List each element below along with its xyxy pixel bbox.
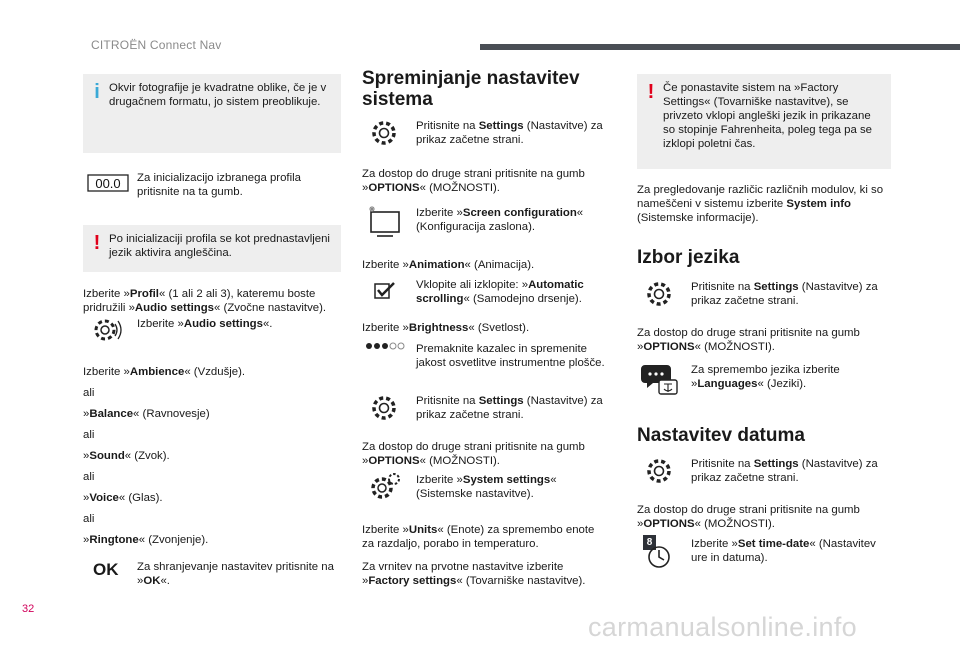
watermark: carmanualsonline.info [588,612,857,642]
page-number: 32 [22,603,35,615]
section-title-system: Spreminjanje nastavitev sistema [362,68,580,110]
column-3: ! Če ponastavite sistem na »Factory Settings« (Tovarniške nastavitve), se privzeto vklopi angleški jezik in prikazane so stopinje Fahrenheita, poleg tega pa se izklopi poletni čas. Za pregledovanje različic različnih modulov, ki so nameščeni v sistemu izberite System info (Sistemske informacije). Izbor jezika Pritisnite na Settings (Nastavitve) za prikaz začetne strani. Za dostop do druge strani pritisnite na gumb »OPTIONS« (MOŽNOSTI). Za spremembo jezika izberite »Languages« (Jeziki). Nastavitev datuma Pritisnite na Settings (Nastavitve) za prikaz začetne strani. Za dostop do druge strani pritisnite na gumb »OPTIONS« (MOŽNOSTI). 8 Izberite »Set time-date« (Nastavitev ure in datuma). [637,74,891,577]
system-settings-icon [362,471,410,503]
profile-paragraph: Izberite »Profil« (1 ali 2 ali 3), kateremu boste pridružili »Audio settings« (Zvočne nastavitve). [83,288,327,314]
audio-settings-row: Izberite »Audio settings«. [83,317,341,357]
header-title: CITROËN Connect Nav [91,38,222,52]
settings-row-4: Pritisnite na Settings (Nastavitve) za prikaz začetne strani. [637,457,891,491]
settings-row-1: Pritisnite na Settings (Nastavitve) za prikaz začetne strani. [362,119,607,153]
settings-row-3: Pritisnite na Settings (Nastavitve) za prikaz začetne strani. [637,280,891,314]
column-1: i Okvir fotografije je kvadratne oblike, če je v drugačnem formatu, jo sistem preoblikuje. 00.0 Za inicializacijo izbranega profila pritisnite na ta gumb. ! Po inicializaciji profila se kot prednastavljeni jezik aktivira angleščina. Izberite »Profil« (1 ali 2 ali 3), kateremu boste pridružili »Audio settings« (Zvočne nastavitve). Izberite »Audio settings«. Izberite »Ambience« (Vzdušje). ali »Balance« (Ravnovesje) ali »Sound« (Zvok). ali »Voice« (Glas). ali »Ringtone« (Zvonjenje). OK Za shranjevanje nastavitev pritisnite na »OK«. [83,74,341,590]
languages-row: Za spremembo jezika izberite »Languages« (Jeziki). [637,363,891,403]
reset-row: 00.0 Za inicializacijo izbranega profila pritisnite na ta gumb. [83,171,341,209]
set-time-row: 8 Izberite »Set time-date« (Nastavitev ure in datuma). [637,537,891,577]
screen-config-icon [362,204,410,240]
settings-gear-icon [637,455,685,487]
scroll-row: Vklopite ali izklopite: »Automatic scrolling« (Samodejno drsenje). [362,278,607,312]
warning-note-factory: ! Če ponastavite sistem na »Factory Settings« (Tovarniške nastavitve), se privzeto vklopi angleški jezik in prikazane so stopinje Fahrenheita, poleg tega pa se izklopi poletni čas. [637,74,891,169]
section-title-date: Nastavitev datuma [637,425,805,446]
settings-gear-icon [637,278,685,310]
language-chat-icon [637,361,685,397]
clock-icon [637,539,685,571]
settings-row-2: Pritisnite na Settings (Nastavitve) za prikaz začetne strani. [362,394,607,428]
settings-gear-icon [362,392,410,424]
warning-icon: ! [93,232,101,254]
audio-settings-icon [83,315,131,347]
info-icon: i [94,81,100,103]
brightness-slider-icon [362,340,410,372]
reset-label: 00.0 [95,176,121,191]
reset-counter-icon [83,169,131,201]
header-bar [480,44,960,50]
info-note: i Okvir fotografije je kvadratne oblike, če je v drugačnem formatu, jo sistem preoblikuje. [83,74,341,153]
checkbox-icon [362,276,410,308]
screen-config-row: Izberite »Screen configuration« (Konfiguracija zaslona). [362,206,607,248]
brightness-row: Premaknite kazalec in spremenite jakost osvetlitve instrumentne plošče. [362,342,607,386]
warning-icon: ! [647,81,655,103]
system-settings-row: Izberite »System settings« (Sistemske nastavitve). [362,473,607,513]
ok-row: OK Za shranjevanje nastavitev pritisnite na »OK«. [93,560,334,587]
column-2: Spreminjanje nastavitev sistema Pritisnite na Settings (Nastavitve) za prikaz začetne strani. Za dostop do druge strani pritisnite na gumb »OPTIONS« (MOŽNOSTI). Izberite »Screen configuration« (Konfiguracija zaslona). Izberite »Animation« (Animacija). Vklopite ali izklopite: »Automatic scrolling« (Samodejno drsenje). Izberite »Brightness« (Svetlost). Premaknite kazalec in spremenite jakost osvetlitve instrumentne plošče. Pritisnite na Settings (Nastavitve) za prikaz začetne strani. Za dostop do druge strani pritisnite na gumb »OPTIONS« (MOŽNOSTI). Izberite »System settings« (Sistemske nastavitve). Izberite »Units« (Enote) za spremembo enote za razdaljo, porabo in temperaturo. Za vrnitev na prvotne nastavitve izberite »Factory settings« (Tovarniške nastavitve). [362,68,607,588]
warning-note: ! Po inicializaciji profila se kot prednastavljeni jezik aktivira angleščina. [83,225,341,272]
ok-label: OK [93,560,119,579]
step-badge: 8 [643,535,656,550]
settings-gear-icon [362,117,410,149]
section-title-language: Izbor jezika [637,247,740,268]
